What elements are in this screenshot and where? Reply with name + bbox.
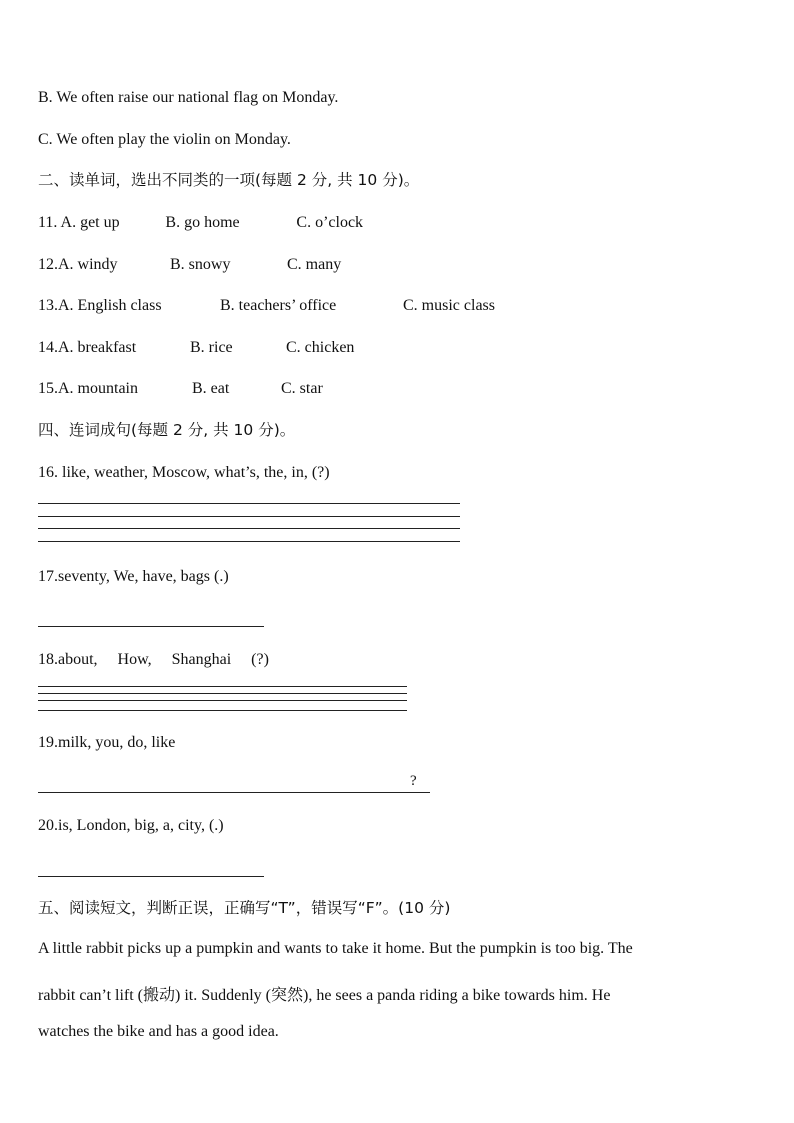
- question-18: [38, 650, 269, 670]
- option-a: . A. get up: [53, 214, 120, 231]
- option-c: C. We often play the violin on Monday.: [38, 131, 291, 148]
- answer-line: [38, 792, 430, 793]
- question-19: [38, 733, 175, 753]
- section-5-heading: 五、阅读短文，判断正误，正确写“T”，错误写“F”。(10 分): [38, 899, 451, 917]
- answer-line: [38, 693, 407, 694]
- word-list: .milk, you, do, like: [54, 734, 176, 751]
- option-a: .A. English class: [54, 297, 162, 314]
- option-a: .A. breakfast: [54, 339, 137, 356]
- answer-line: [38, 710, 407, 711]
- option-b: B. eat: [192, 380, 230, 397]
- option-b: B. teachers’ office: [220, 297, 337, 314]
- answer-line: [38, 503, 460, 504]
- question-15: [38, 379, 323, 399]
- section-4-heading: 四、连词成句(每题 2 分, 共 10 分)。: [38, 421, 296, 439]
- passage-line: A little rabbit picks up a pumpkin and wants to take it home. But the pumpkin is too big. The: [38, 940, 633, 957]
- question-number: 11: [38, 214, 54, 231]
- question-number: 18: [38, 651, 54, 668]
- question-16: [38, 463, 330, 483]
- question-17: [38, 567, 229, 587]
- option-b: B. snowy: [170, 256, 231, 273]
- option-a: .A. mountain: [54, 380, 138, 397]
- question-11: [38, 213, 363, 233]
- word-list: . like, weather, Moscow, what’s, the, in, (?): [54, 464, 330, 481]
- question-number: 19: [38, 734, 54, 751]
- answer-line: [38, 541, 460, 542]
- question-number: 16: [38, 464, 54, 481]
- question-number: 15: [38, 380, 54, 397]
- answer-line: [38, 528, 460, 529]
- option-b: B. We often raise our national flag on Monday.: [38, 89, 339, 106]
- question-number: 12: [38, 256, 54, 273]
- word-list: .is, London, big, a, city, (.): [54, 817, 224, 834]
- passage-line: watches the bike and has a good idea.: [38, 1023, 279, 1040]
- option-b: B. rice: [190, 339, 233, 356]
- section-2-heading: 二、读单词，选出不同类的一项(每题 2 分, 共 10 分)。: [38, 171, 420, 189]
- option-a: .A. windy: [54, 256, 118, 273]
- question-12: [38, 255, 341, 275]
- question-number: 20: [38, 817, 54, 834]
- answer-line: [38, 876, 264, 877]
- question-mark: ?: [410, 773, 417, 789]
- answer-line: [38, 626, 264, 627]
- question-13: [38, 296, 495, 316]
- answer-line: [38, 686, 407, 687]
- passage-line: rabbit can’t lift (搬动) it. Suddenly (突然), he sees a panda riding a bike towards him. He: [38, 987, 611, 1004]
- option-c: C. many: [287, 256, 342, 273]
- answer-line: [38, 516, 460, 517]
- question-number: 17: [38, 568, 54, 585]
- question-number: 13: [38, 297, 54, 314]
- answer-line: [38, 700, 407, 701]
- question-20: [38, 816, 224, 836]
- word-list: .about, How, Shanghai (?): [54, 651, 269, 668]
- word-list: .seventy, We, have, bags (.): [54, 568, 229, 585]
- question-number: 14: [38, 339, 54, 356]
- option-c: C. star: [281, 380, 323, 397]
- option-c: C. music class: [403, 297, 495, 314]
- option-c: C. o’clock: [296, 214, 364, 231]
- option-b: B. go home: [165, 214, 240, 231]
- option-c: C. chicken: [286, 339, 355, 356]
- question-14: [38, 338, 354, 358]
